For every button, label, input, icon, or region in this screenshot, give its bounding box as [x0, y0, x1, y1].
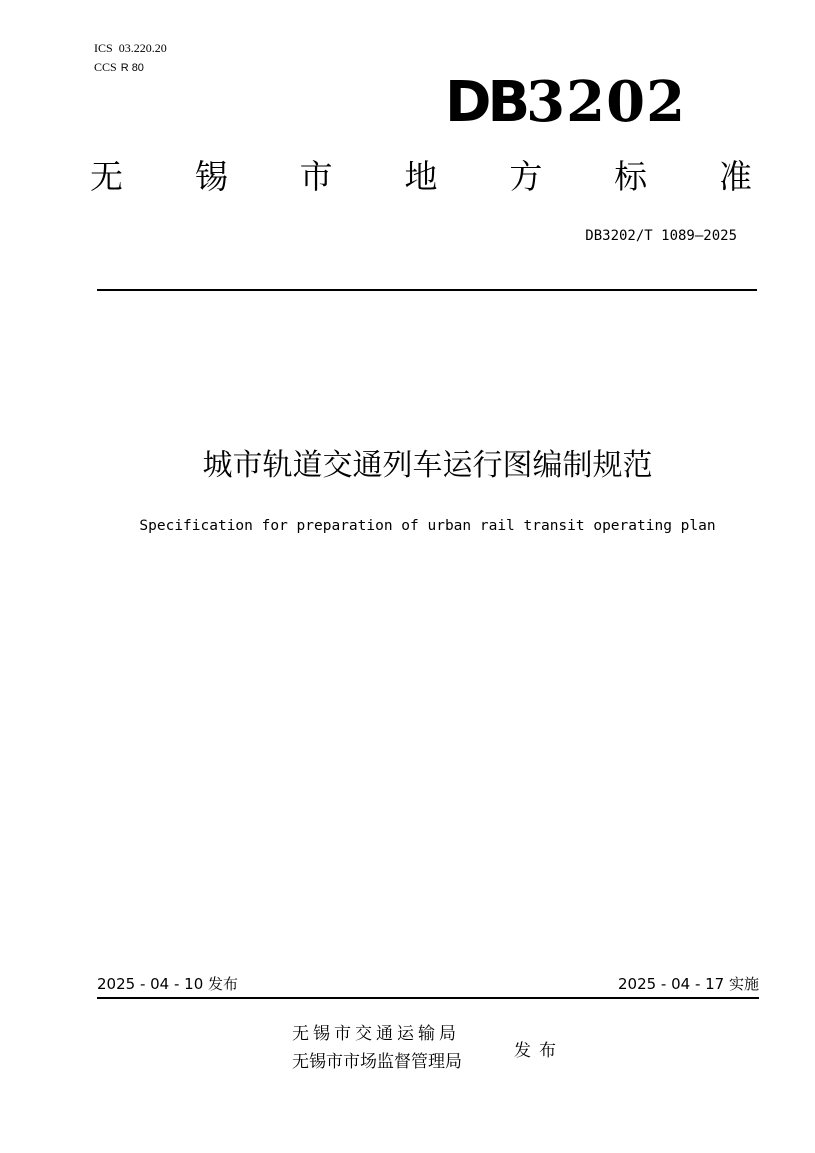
title-char: 地: [404, 157, 438, 196]
publish-date: 2025 - 04 - 10 发布: [97, 975, 239, 993]
implement-date: 2025 - 04 - 17 实施: [617, 975, 759, 993]
issue-label: 发布: [514, 1041, 564, 1061]
title-char: 锡: [194, 157, 228, 196]
title-char: 市: [299, 157, 333, 196]
ics-value: 03.220.20: [118, 41, 167, 55]
ccs-classification: [94, 59, 144, 76]
standard-number: DB3202/T 1089—2025: [585, 228, 737, 244]
ics-classification: [94, 40, 167, 56]
code-number: 3202: [526, 69, 687, 135]
top-divider: [97, 289, 757, 291]
bottom-divider: [97, 997, 759, 999]
document-title-cn: 城市轨道交通列车运行图编制规范: [202, 448, 653, 483]
issuer-market-regulation: 无锡市市场监督管理局: [292, 1052, 462, 1072]
ccs-label: CCS: [94, 60, 117, 74]
title-char: 准: [718, 157, 752, 196]
title-char: 无: [90, 157, 123, 196]
issuer-transport-bureau: 无锡市交通运输局: [292, 1024, 460, 1044]
ccs-value: R 80: [120, 62, 144, 74]
title-char: 方: [509, 157, 543, 196]
ics-label: ICS: [94, 41, 113, 55]
title-char: 标: [614, 157, 648, 196]
document-title-en: Specification for preparation of urban rail transit operating plan: [139, 518, 716, 534]
standard-type-title: [90, 154, 752, 200]
code-prefix: DB: [445, 70, 527, 135]
standard-code-logo: [445, 70, 686, 135]
